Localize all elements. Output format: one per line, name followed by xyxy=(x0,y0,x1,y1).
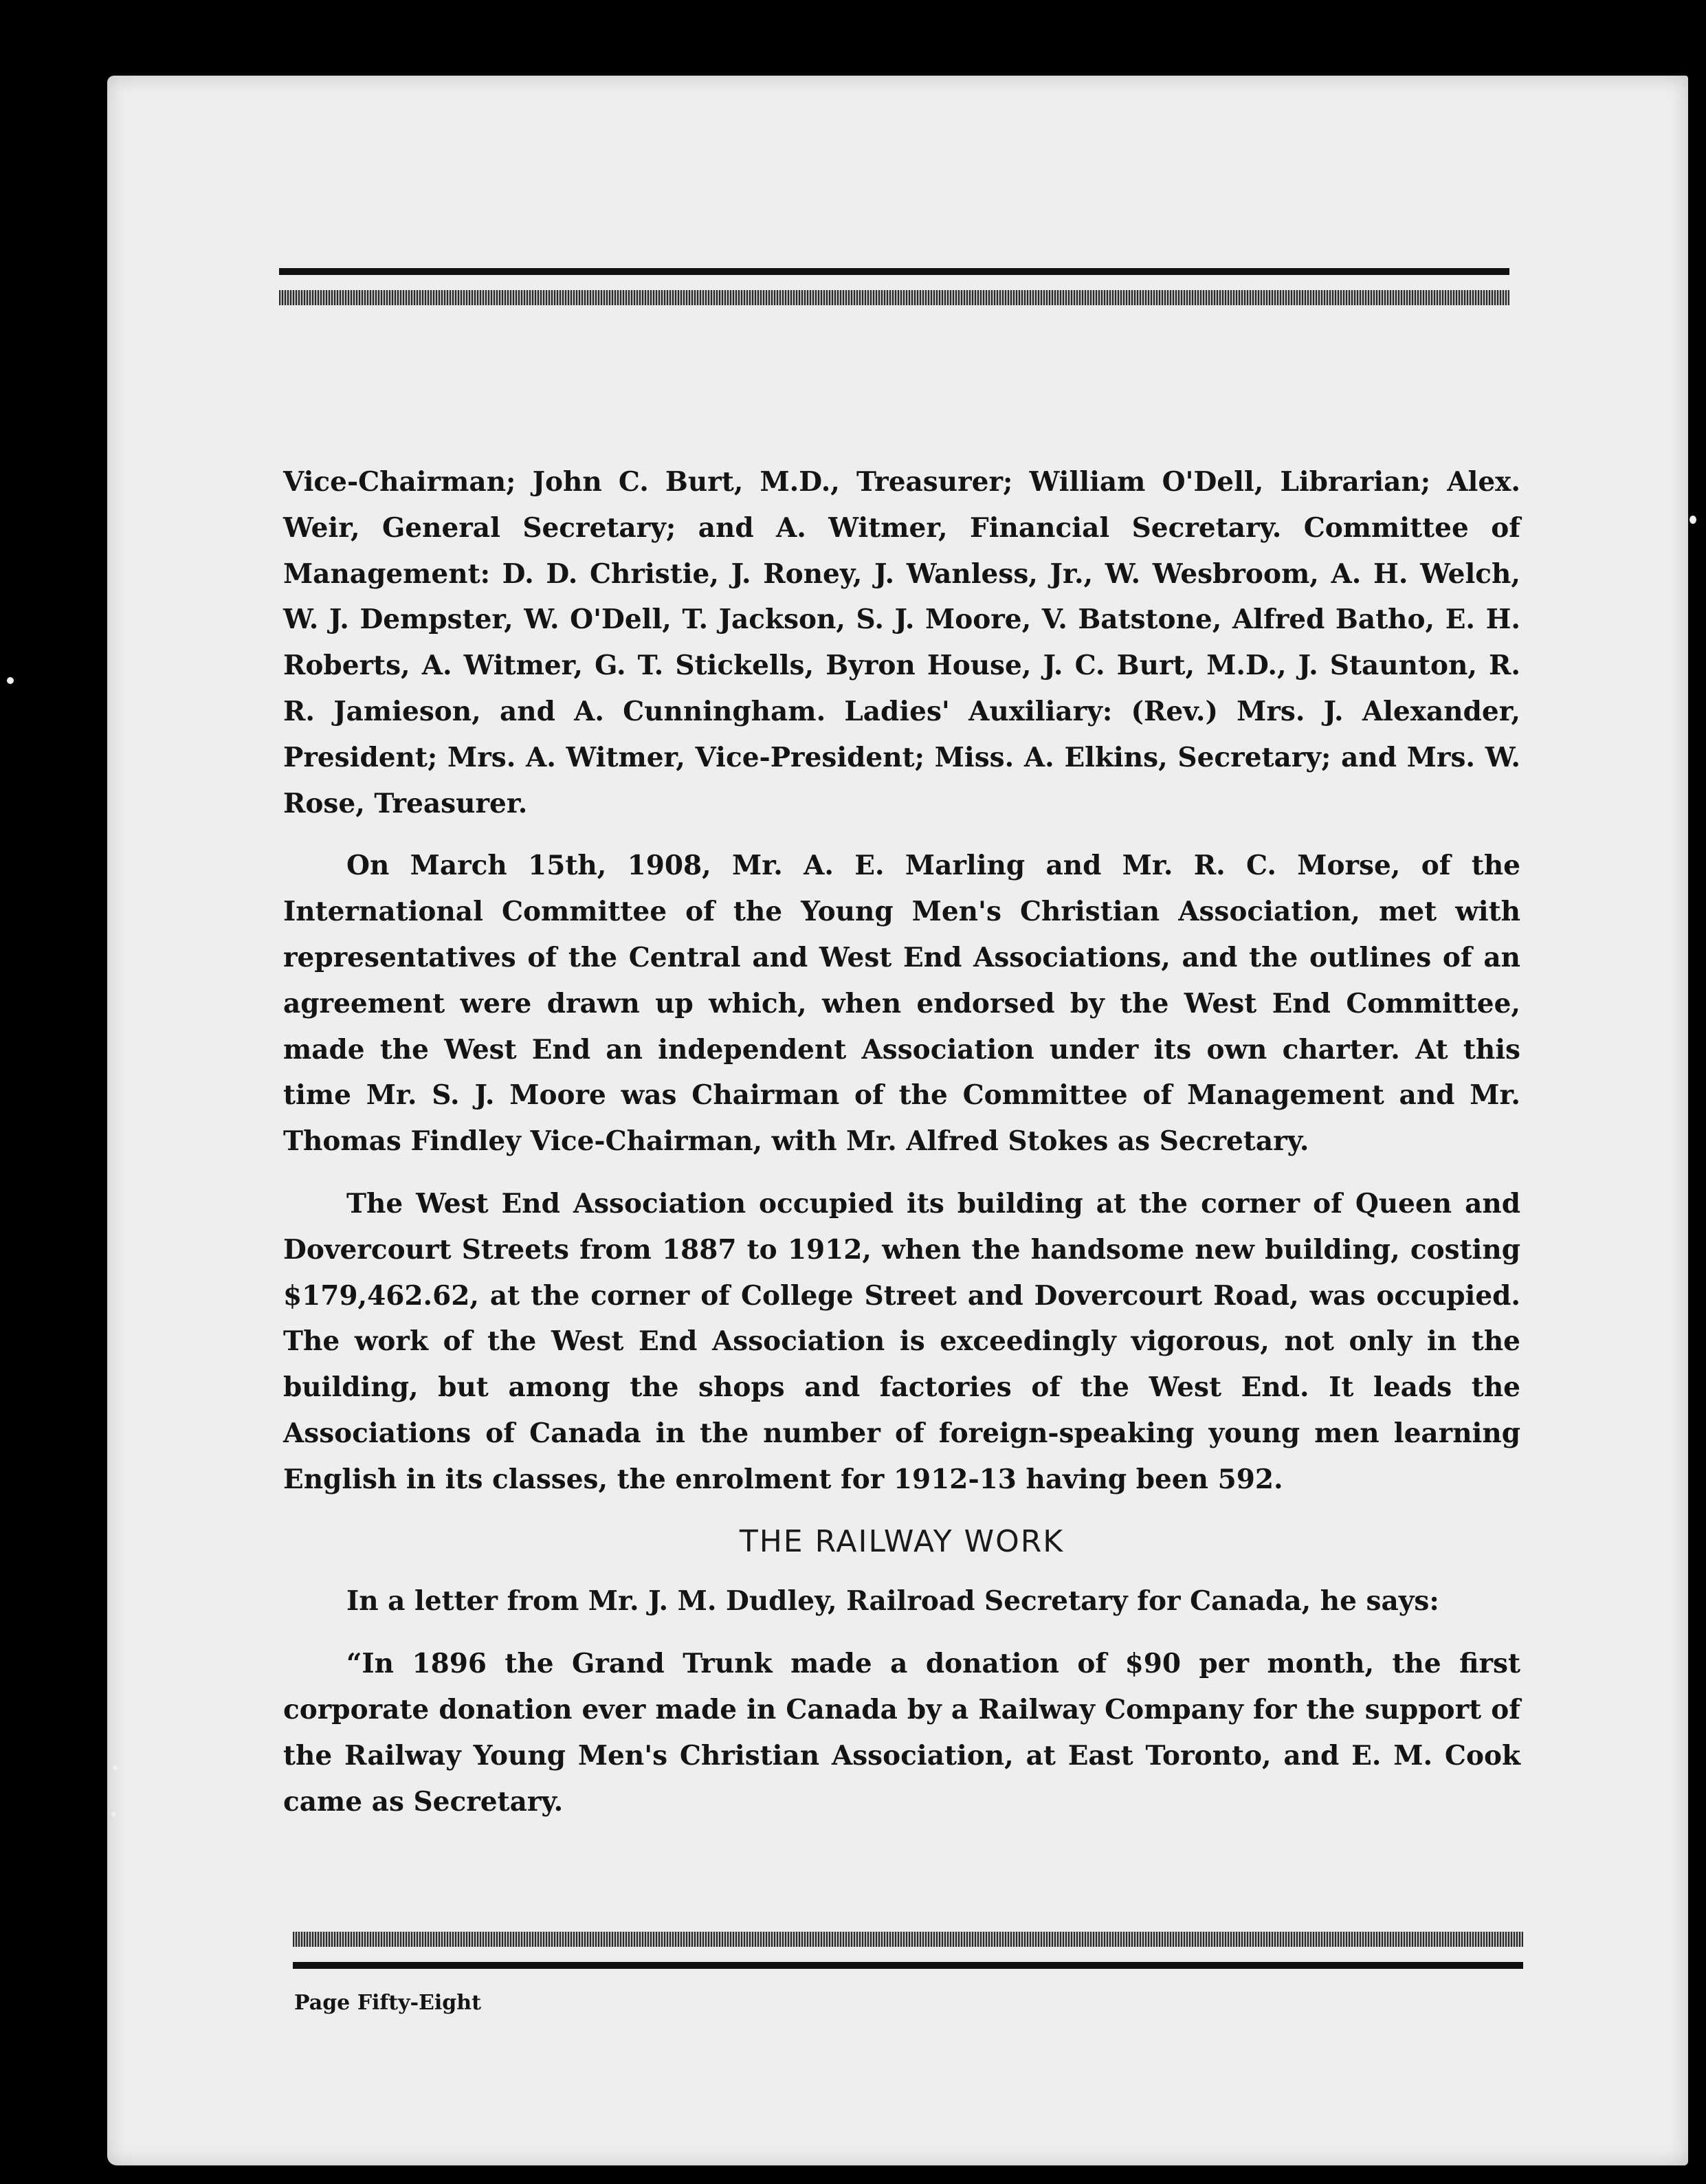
top-solid-rule xyxy=(279,268,1509,275)
paragraph-grand-trunk-donation: “In 1896 the Grand Trunk made a donation of $90 per month, the first corporate donation ever made in Canada by a Railway Company for the support of the Railway Young Men's Christian Association, at East Toronto, and E. M. Cook came as Secretary. xyxy=(283,1648,1520,1818)
scan-speck xyxy=(111,1812,116,1817)
paragraph-1908-agreement: On March 15th, 1908, Mr. A. E. Marling and Mr. R. C. Morse, of the International Committee of the Young Men's Christian Association, met with representatives of the Central and West End Associations, and the outlines of an agreement were drawn up which, when endorsed by the West End Committee, made the West End an independent Association under its own charter. At this time Mr. S. J. Moore was Chairman of the Committee of Management and Mr. Thomas Findley Vice-Chairman, with Mr. Alfred Stokes as Secretary. xyxy=(283,850,1520,1158)
paragraph-west-end-building: The West End Association occupied its building at the corner of Queen and Dovercourt Streets from 1887 to 1912, when the handsome new building, costing $179,462.62, at the corner of College Street and Dovercourt Road, was occupied. The work of the West End Association is exceedingly vigorous, not only in the building, but among the shops and factories of the West End. It leads the Associations of Canada in the number of foreign-speaking young men learning English in its classes, the enrolment for 1912-13 having been 592. xyxy=(283,1187,1520,1495)
bottom-solid-rule xyxy=(293,1962,1523,1969)
top-hatched-rule xyxy=(279,290,1509,305)
scan-speck xyxy=(7,677,14,684)
section-heading-railway-work: THE RAILWAY WORK xyxy=(739,1523,1065,1559)
paragraph-committee-list: Vice-Chairman; John C. Burt, M.D., Treasurer; William O'Dell, Librarian; Alex. Weir, General Secretary; and A. Witmer, Financial Secretary. Committee of Management: D. D. Christie, J. Roney, J. Wanless, Jr., W. Wesbroom, A. H. Welch, W. J. Dempster, W. O'Dell, T. Jackson, S. J. Moore, V. Batstone, Alfred Batho, E. H. Roberts, A. Witmer, G. T. Stickells, Byron House, J. C. Burt, M.D., J. Staunton, R. R. Jamieson, and A. Cunningham. Ladies' Auxiliary: (Rev.) Mrs. J. Alexander, President; Mrs. A. Witmer, Vice-President; Miss. A. Elkins, Secretary; and Mrs. W. Rose, Treasurer. xyxy=(283,466,1520,819)
page-number-footer: Page Fifty-Eight xyxy=(294,1991,481,2015)
paragraph-dudley-letter: In a letter from Mr. J. M. Dudley, Railroad Secretary for Canada, he says: xyxy=(346,1585,1439,1618)
scan-speck xyxy=(113,1765,118,1770)
page-body xyxy=(283,459,1520,1841)
scan-speck xyxy=(1690,516,1696,524)
bottom-hatched-rule xyxy=(293,1932,1523,1947)
